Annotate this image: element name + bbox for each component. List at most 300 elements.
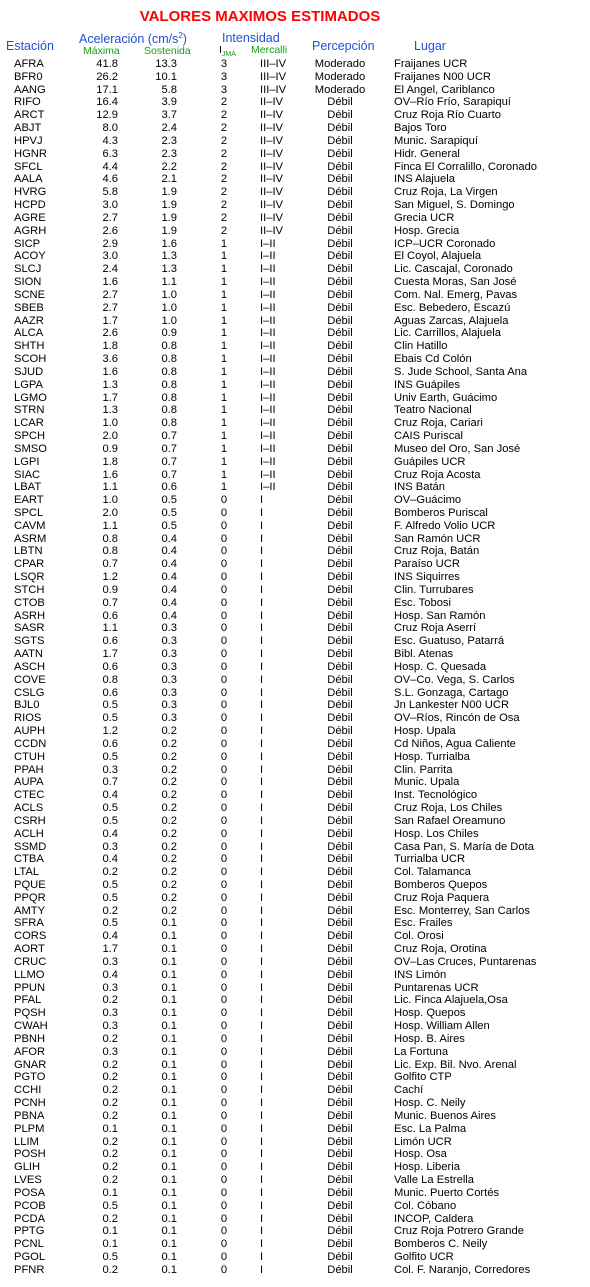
- location: Hosp. C. Quesada: [394, 660, 487, 673]
- station-code: PPUN: [14, 981, 46, 994]
- perception: Débil: [327, 1161, 353, 1174]
- max-acceleration: 0.3: [102, 955, 118, 968]
- max-acceleration: 0.1: [102, 1122, 118, 1135]
- table-row: [0, 340, 590, 353]
- station-code: RIOS: [14, 712, 42, 725]
- table-row: [0, 366, 590, 379]
- sustained-acceleration: 0.2: [161, 737, 177, 750]
- max-acceleration: 4.3: [102, 134, 118, 147]
- station-code: LLIM: [14, 1135, 39, 1148]
- intensity-jma: 0: [220, 737, 228, 750]
- table-row: [0, 1148, 590, 1161]
- location: Lic. Carrillos, Alajuela: [394, 327, 501, 340]
- sustained-acceleration: 0.4: [161, 583, 177, 596]
- perception: Débil: [327, 1199, 353, 1212]
- intensity-jma: 0: [220, 802, 228, 815]
- sustained-acceleration: 2.1: [161, 173, 177, 186]
- table-row: [0, 353, 590, 366]
- intensity-mercalli: I–II: [260, 378, 276, 391]
- max-acceleration: 3.0: [102, 199, 118, 212]
- location: Col. Cóbano: [394, 1199, 457, 1212]
- intensity-mercalli: I: [260, 750, 264, 763]
- location: Cuesta Moras, San José: [394, 276, 517, 289]
- intensity-mercalli: I: [260, 1135, 264, 1148]
- table-row: [0, 276, 590, 289]
- table-row: [0, 725, 590, 738]
- intensity-jma: 2: [220, 224, 228, 237]
- sustained-acceleration: 2.3: [161, 147, 177, 160]
- sustained-acceleration: 1.1: [161, 276, 177, 289]
- sustained-acceleration: 0.8: [161, 417, 177, 430]
- location: Col. Orosi: [394, 930, 444, 943]
- intensity-jma: 0: [220, 789, 228, 802]
- location: Clin Hatillo: [394, 340, 448, 353]
- intensity-mercalli: I: [260, 866, 264, 879]
- intensity-jma: 0: [220, 930, 228, 943]
- table-row: [0, 135, 590, 148]
- table-row: [0, 199, 590, 212]
- location: OV–Las Cruces, Puntarenas: [394, 955, 537, 968]
- sustained-acceleration: 0.7: [161, 442, 177, 455]
- station-code: CTBA: [14, 853, 44, 866]
- station-code: AORT: [14, 943, 45, 956]
- table-row: [0, 443, 590, 456]
- location: OV–Río Frío, Sarapiquí: [394, 96, 511, 109]
- table-row: [0, 661, 590, 674]
- sustained-acceleration: 0.4: [161, 545, 177, 558]
- intensity-jma: 0: [220, 1084, 228, 1097]
- station-code: HGNR: [14, 147, 47, 160]
- perception: Débil: [327, 96, 353, 109]
- perception: Débil: [327, 712, 353, 725]
- location: Hosp. Los Chiles: [394, 827, 479, 840]
- max-acceleration: 5.8: [102, 186, 118, 199]
- intensity-mercalli: I–II: [260, 340, 276, 353]
- location: Turrialba UCR: [394, 853, 466, 866]
- sustained-acceleration: 0.7: [161, 455, 177, 468]
- header-aceleracion-close: ): [182, 32, 187, 47]
- sustained-acceleration: 0.1: [161, 1199, 177, 1212]
- station-code: CPAR: [14, 558, 45, 571]
- max-acceleration: 0.2: [102, 904, 118, 917]
- intensity-mercalli: I: [260, 1186, 264, 1199]
- table-row: [0, 533, 590, 546]
- max-acceleration: 0.4: [102, 930, 118, 943]
- sustained-acceleration: 0.4: [161, 558, 177, 571]
- sustained-acceleration: 0.1: [161, 943, 177, 956]
- location: Munic. Puerto Cortés: [394, 1186, 500, 1199]
- sustained-acceleration: 0.1: [161, 917, 177, 930]
- location: Cruz Roja Acosta: [394, 468, 481, 481]
- table-row: [0, 1084, 590, 1097]
- table-row: [0, 238, 590, 251]
- intensity-mercalli: II–IV: [260, 186, 284, 199]
- station-code: RIFO: [14, 96, 41, 109]
- header-aceleracion: [79, 31, 187, 46]
- table-row: [0, 1059, 590, 1072]
- location: Puntarenas UCR: [394, 981, 479, 994]
- max-acceleration: 2.7: [102, 288, 118, 301]
- intensity-jma: 0: [220, 917, 228, 930]
- perception: Débil: [327, 1020, 353, 1033]
- table-row: [0, 173, 590, 186]
- intensity-mercalli: I–II: [260, 365, 276, 378]
- intensity-jma: 2: [220, 122, 228, 135]
- location: El Coyol, Alajuela: [394, 250, 482, 263]
- intensity-mercalli: I: [260, 519, 264, 532]
- max-acceleration: 0.2: [102, 1071, 118, 1084]
- sustained-acceleration: 0.8: [161, 340, 177, 353]
- table-row: [0, 841, 590, 854]
- intensity-mercalli: I: [260, 814, 264, 827]
- max-acceleration: 41.8: [96, 58, 118, 70]
- sustained-acceleration: 2.2: [161, 160, 177, 173]
- perception: Débil: [327, 981, 353, 994]
- intensity-jma: 0: [220, 1097, 228, 1110]
- table-row: [0, 1251, 590, 1264]
- intensity-jma: 0: [220, 699, 228, 712]
- location: Col. F. Naranjo, Corredores: [394, 1263, 531, 1276]
- table-row: [0, 879, 590, 892]
- station-code: COVE: [14, 673, 46, 686]
- sustained-acceleration: 1.0: [161, 288, 177, 301]
- table-row: [0, 481, 590, 494]
- table-row: [0, 1161, 590, 1174]
- max-acceleration: 1.0: [102, 417, 118, 430]
- table-row: [0, 558, 590, 571]
- location: INS Siquirres: [394, 571, 460, 584]
- perception: Débil: [327, 583, 353, 596]
- intensity-mercalli: I: [260, 648, 264, 661]
- intensity-mercalli: I–II: [260, 455, 276, 468]
- intensity-jma: 0: [220, 955, 228, 968]
- station-code: AUPA: [14, 776, 44, 789]
- perception: Débil: [327, 288, 353, 301]
- intensity-mercalli: I: [260, 532, 264, 545]
- intensity-mercalli: II–IV: [260, 134, 284, 147]
- table-row: [0, 828, 590, 841]
- table-row: [0, 417, 590, 430]
- intensity-mercalli: I–II: [260, 442, 276, 455]
- table-row: [0, 738, 590, 751]
- intensity-jma: 0: [220, 1199, 228, 1212]
- sustained-acceleration: 10.1: [155, 70, 177, 83]
- intensity-mercalli: I: [260, 968, 264, 981]
- location: S. Jude School, Santa Ana: [394, 365, 528, 378]
- station-code: ALCA: [14, 327, 44, 340]
- sustained-acceleration: 3.9: [161, 96, 177, 109]
- sustained-acceleration: 0.2: [161, 904, 177, 917]
- intensity-mercalli: I–II: [260, 353, 276, 366]
- header-sostenida: Sostenida: [144, 45, 191, 57]
- max-acceleration: 0.8: [102, 545, 118, 558]
- max-acceleration: 1.1: [102, 622, 118, 635]
- intensity-jma: 1: [220, 263, 228, 276]
- table-row: [0, 456, 590, 469]
- intensity-mercalli: I: [260, 506, 264, 519]
- intensity-mercalli: I–II: [260, 288, 276, 301]
- intensity-jma: 2: [220, 173, 228, 186]
- location: Lic. Exp. Bil. Nvo. Arenal: [394, 1058, 517, 1071]
- sustained-acceleration: 5.8: [161, 83, 177, 96]
- perception: Débil: [327, 622, 353, 635]
- station-code: LBTN: [14, 545, 43, 558]
- intensity-jma: 0: [220, 994, 228, 1007]
- location: La Fortuna: [394, 1045, 449, 1058]
- sustained-acceleration: 0.3: [161, 673, 177, 686]
- table-row: [0, 610, 590, 623]
- max-acceleration: 0.5: [102, 879, 118, 891]
- table-row: [0, 545, 590, 558]
- max-acceleration: 1.1: [102, 481, 118, 494]
- intensity-mercalli: I: [260, 1084, 264, 1097]
- perception: Moderado: [314, 58, 366, 70]
- intensity-jma: 0: [220, 635, 228, 648]
- perception: Débil: [327, 186, 353, 199]
- perception: Débil: [327, 327, 353, 340]
- table-row: [0, 327, 590, 340]
- perception: Débil: [327, 314, 353, 327]
- max-acceleration: 0.2: [102, 1032, 118, 1045]
- intensity-jma: 2: [220, 199, 228, 212]
- station-code: SBEB: [14, 301, 44, 314]
- station-code: CSRH: [14, 814, 46, 827]
- sustained-acceleration: 0.3: [161, 712, 177, 725]
- perception: Débil: [327, 481, 353, 494]
- intensity-mercalli: I: [260, 853, 264, 866]
- sustained-acceleration: 0.4: [161, 532, 177, 545]
- table-row: [0, 917, 590, 930]
- intensity-jma: 1: [220, 391, 228, 404]
- intensity-jma: 0: [220, 1020, 228, 1033]
- intensity-jma: 0: [220, 866, 228, 879]
- location: Bomberos C. Neily: [394, 1238, 488, 1251]
- max-acceleration: 2.0: [102, 506, 118, 519]
- header-aceleracion-exp: 2: [178, 31, 183, 40]
- station-code: AGRE: [14, 211, 46, 224]
- intensity-mercalli: I: [260, 1225, 264, 1238]
- sustained-acceleration: 0.2: [161, 725, 177, 738]
- station-code: STCH: [14, 583, 45, 596]
- perception: Débil: [327, 763, 353, 776]
- max-acceleration: 6.3: [102, 147, 118, 160]
- location: Fraijanes N00 UCR: [394, 70, 491, 83]
- intensity-jma: 1: [220, 365, 228, 378]
- station-code: AMTY: [14, 904, 46, 917]
- perception: Débil: [327, 558, 353, 571]
- table-row: [0, 994, 590, 1007]
- sustained-acceleration: 2.4: [161, 122, 177, 135]
- table-row: [0, 635, 590, 648]
- location: Bomberos Puriscal: [394, 506, 488, 519]
- intensity-jma: 0: [220, 583, 228, 596]
- perception: Débil: [327, 635, 353, 648]
- location: Hosp. Osa: [394, 1148, 447, 1161]
- max-acceleration: 1.2: [102, 571, 118, 584]
- table-row: [0, 687, 590, 700]
- perception: Débil: [327, 904, 353, 917]
- sustained-acceleration: 0.8: [161, 378, 177, 391]
- intensity-jma: 0: [220, 827, 228, 840]
- station-code: GLIH: [14, 1161, 41, 1174]
- sustained-acceleration: 13.3: [155, 58, 177, 70]
- intensity-mercalli: I: [260, 981, 264, 994]
- intensity-jma: 0: [220, 891, 228, 904]
- location: Museo del Oro, San José: [394, 442, 521, 455]
- sustained-acceleration: 0.2: [161, 802, 177, 815]
- location: INS Batán: [394, 481, 445, 494]
- intensity-mercalli: I: [260, 879, 264, 891]
- perception: Débil: [327, 263, 353, 276]
- sustained-acceleration: 0.1: [161, 1212, 177, 1225]
- perception: Débil: [327, 301, 353, 314]
- max-acceleration: 0.3: [102, 840, 118, 853]
- max-acceleration: 0.5: [102, 750, 118, 763]
- table-row: [0, 507, 590, 520]
- station-code: SJUD: [14, 365, 44, 378]
- location: Fraijanes UCR: [394, 58, 468, 70]
- station-code: SICP: [14, 237, 41, 250]
- perception: Débil: [327, 686, 353, 699]
- station-code: CWAH: [14, 1020, 48, 1033]
- sustained-acceleration: 0.2: [161, 866, 177, 879]
- perception: Débil: [327, 673, 353, 686]
- table-row: [0, 1007, 590, 1020]
- sustained-acceleration: 0.1: [161, 930, 177, 943]
- intensity-jma: 0: [220, 519, 228, 532]
- station-code: ARCT: [14, 109, 45, 122]
- intensity-jma: 1: [220, 417, 228, 430]
- location: Lic. Finca Alajuela,Osa: [394, 994, 508, 1007]
- station-code: BFR0: [14, 70, 43, 83]
- max-acceleration: 0.5: [102, 802, 118, 815]
- station-code: ASCH: [14, 660, 46, 673]
- perception: Débil: [327, 1212, 353, 1225]
- perception: Débil: [327, 237, 353, 250]
- perception: Débil: [327, 353, 353, 366]
- location: Casa Pan, S. María de Dota: [394, 840, 534, 853]
- intensity-mercalli: I–II: [260, 391, 276, 404]
- max-acceleration: 1.6: [102, 276, 118, 289]
- intensity-mercalli: I: [260, 955, 264, 968]
- intensity-jma: 0: [220, 1238, 228, 1251]
- location: Limón UCR: [394, 1135, 452, 1148]
- sustained-acceleration: 0.5: [161, 506, 177, 519]
- perception: Débil: [327, 391, 353, 404]
- perception: Débil: [327, 122, 353, 135]
- intensity-jma: 1: [220, 468, 228, 481]
- sustained-acceleration: 0.1: [161, 1071, 177, 1084]
- intensity-mercalli: II–IV: [260, 160, 284, 173]
- table-row: [0, 148, 590, 161]
- perception: Débil: [327, 1109, 353, 1122]
- station-code: GNAR: [14, 1058, 47, 1071]
- intensity-mercalli: I–II: [260, 417, 276, 430]
- location: Cruz Roja Aserrí: [394, 622, 477, 635]
- perception: Débil: [327, 789, 353, 802]
- perception: Débil: [327, 224, 353, 237]
- sustained-acceleration: 0.8: [161, 365, 177, 378]
- sustained-acceleration: 1.0: [161, 314, 177, 327]
- max-acceleration: 0.1: [102, 1186, 118, 1199]
- station-code: SFCL: [14, 160, 43, 173]
- perception: Débil: [327, 879, 353, 891]
- sustained-acceleration: 1.0: [161, 301, 177, 314]
- intensity-jma: 0: [220, 879, 228, 891]
- intensity-jma: 0: [220, 1251, 228, 1264]
- table-row: [0, 250, 590, 263]
- sustained-acceleration: 0.3: [161, 699, 177, 712]
- location: Hosp. Quepos: [394, 1007, 466, 1020]
- intensity-jma: 0: [220, 1212, 228, 1225]
- station-code: PGOL: [14, 1251, 46, 1264]
- intensity-jma: 0: [220, 840, 228, 853]
- station-code: PCOB: [14, 1199, 46, 1212]
- page-title: VALORES MAXIMOS ESTIMADOS: [139, 8, 381, 25]
- intensity-jma: 0: [220, 545, 228, 558]
- intensity-mercalli: I: [260, 776, 264, 789]
- location: Col. Talamanca: [394, 866, 471, 879]
- header-i-label: I: [219, 44, 222, 56]
- location: Inst. Tecnológico: [394, 789, 478, 802]
- location: Esc. Frailes: [394, 917, 453, 930]
- max-acceleration: 0.2: [102, 1084, 118, 1097]
- location: Ebais Cd Colón: [394, 353, 472, 366]
- sustained-acceleration: 0.1: [161, 1045, 177, 1058]
- perception: Débil: [327, 1135, 353, 1148]
- intensity-jma: 0: [220, 776, 228, 789]
- perception: Débil: [327, 1251, 353, 1264]
- location: Clin. Turrubares: [394, 583, 474, 596]
- location: Cruz Roja, Batán: [394, 545, 480, 558]
- table-row: [0, 430, 590, 443]
- intensity-jma: 2: [220, 211, 228, 224]
- perception: Débil: [327, 866, 353, 879]
- intensity-mercalli: I–II: [260, 250, 276, 263]
- table-row: [0, 648, 590, 661]
- table-row: [0, 802, 590, 815]
- table-row: [0, 764, 590, 777]
- max-acceleration: 17.1: [96, 83, 118, 96]
- intensity-mercalli: I–II: [260, 404, 276, 417]
- table-row: [0, 225, 590, 238]
- intensity-mercalli: I: [260, 1109, 264, 1122]
- sustained-acceleration: 0.4: [161, 596, 177, 609]
- station-code: SLCJ: [14, 263, 42, 276]
- max-acceleration: 26.2: [96, 70, 118, 83]
- station-code: LGPA: [14, 378, 44, 391]
- location: Clin. Parrita: [394, 763, 453, 776]
- location: Cd Niños, Agua Caliente: [394, 737, 516, 750]
- perception: Débil: [327, 943, 353, 956]
- sustained-acceleration: 1.3: [161, 250, 177, 263]
- sustained-acceleration: 0.2: [161, 750, 177, 763]
- sustained-acceleration: 0.1: [161, 1263, 177, 1276]
- intensity-mercalli: I: [260, 943, 264, 956]
- max-acceleration: 0.5: [102, 917, 118, 930]
- location: Cruz Roja, Orotina: [394, 943, 487, 956]
- station-code: SGTS: [14, 635, 45, 648]
- station-code: ASRM: [14, 532, 47, 545]
- perception: Débil: [327, 1174, 353, 1187]
- sustained-acceleration: 0.1: [161, 968, 177, 981]
- perception: Débil: [327, 1084, 353, 1097]
- intensity-jma: 0: [220, 1071, 228, 1084]
- location: Esc. Monterrey, San Carlos: [394, 904, 530, 917]
- perception: Débil: [327, 147, 353, 160]
- station-code: PGTO: [14, 1071, 46, 1084]
- intensity-jma: 0: [220, 1161, 228, 1174]
